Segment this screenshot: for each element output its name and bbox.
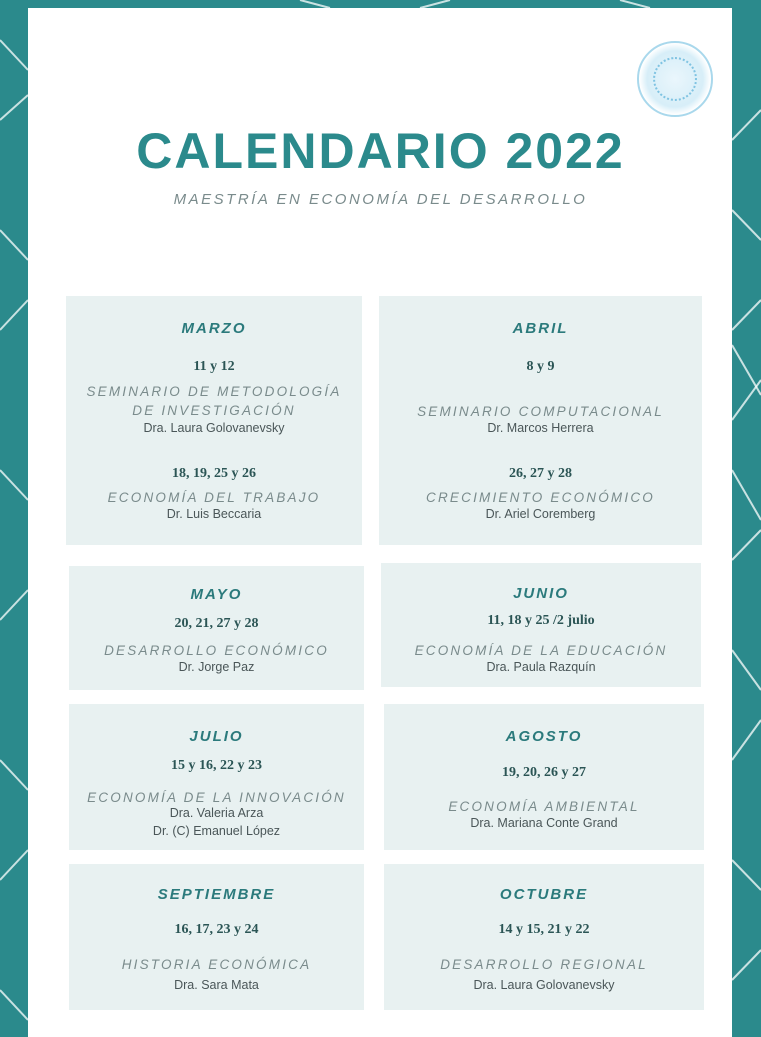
professor-name: Dra. Laura Golovanevsky	[143, 421, 285, 435]
session-dates: 15 y 16, 22 y 23	[171, 758, 262, 773]
course-name: ECONOMÍA DEL TRABAJO	[107, 490, 321, 505]
course-name: DE INVESTIGACIÓN	[132, 403, 296, 418]
professor-name: Dra. Mariana Conte Grand	[470, 816, 618, 830]
professor-name: Dr. Marcos Herrera	[487, 421, 594, 435]
session-dates: 20, 21, 27 y 28	[174, 616, 259, 631]
professor-name: Dra. Paula Razquín	[486, 660, 596, 674]
professor-name: Dra. Laura Golovanevsky	[473, 978, 615, 992]
month-card-junio	[381, 563, 701, 687]
course-name: DESARROLLO ECONÓMICO	[104, 643, 329, 658]
month-name: AGOSTO	[505, 728, 583, 745]
month-name: JULIO	[189, 728, 244, 745]
page-subtitle: MAESTRÍA EN ECONOMÍA DEL DESARROLLO	[173, 191, 588, 208]
session-dates: 8 y 9	[526, 359, 555, 374]
course-name: ECONOMÍA DE LA EDUCACIÓN	[414, 643, 668, 658]
month-name: MARZO	[181, 320, 247, 337]
session-dates: 26, 27 y 28	[509, 466, 572, 481]
month-name: SEPTIEMBRE	[157, 886, 276, 903]
course-name: ECONOMÍA AMBIENTAL	[448, 799, 640, 814]
month-name: MAYO	[190, 586, 243, 603]
session-dates: 19, 20, 26 y 27	[502, 765, 586, 780]
course-name: SEMINARIO DE METODOLOGÍA	[86, 384, 342, 399]
month-card-agosto	[384, 704, 704, 850]
month-card-mayo	[69, 566, 364, 690]
month-name: ABRIL	[512, 320, 569, 337]
month-card-septiembre	[69, 864, 364, 1010]
session-dates: 16, 17, 23 y 24	[174, 922, 259, 937]
session-dates: 11 y 12	[193, 359, 235, 374]
institution-seal-icon	[637, 41, 713, 117]
month-card-marzo	[66, 296, 362, 545]
month-card-octubre	[384, 864, 704, 1010]
session-dates: 14 y 15, 21 y 22	[498, 922, 590, 937]
month-card-abril	[379, 296, 702, 545]
course-name: SEMINARIO COMPUTACIONAL	[417, 404, 664, 419]
professor-name: Dra. Sara Mata	[174, 978, 259, 992]
professor-name: Dr. Luis Beccaria	[166, 507, 262, 521]
professor-name: Dr. Ariel Coremberg	[485, 507, 596, 521]
session-dates: 11, 18 y 25 /2 julio	[487, 613, 595, 628]
month-name: JUNIO	[513, 585, 569, 602]
month-name: OCTUBRE	[499, 886, 589, 903]
professor-name: Dr. (C) Emanuel López	[152, 824, 281, 838]
course-name: ECONOMÍA DE LA INNOVACIÓN	[87, 790, 346, 805]
page-title: CALENDARIO 2022	[136, 123, 625, 179]
month-card-julio	[69, 704, 364, 850]
professor-name: Dra. Valeria Arza	[169, 806, 264, 820]
course-name: DESARROLLO REGIONAL	[440, 957, 648, 972]
course-name: HISTORIA ECONÓMICA	[121, 957, 312, 972]
course-name: CRECIMIENTO ECONÓMICO	[426, 490, 655, 505]
professor-name: Dr. Jorge Paz	[178, 660, 255, 674]
session-dates: 18, 19, 25 y 26	[172, 466, 256, 481]
